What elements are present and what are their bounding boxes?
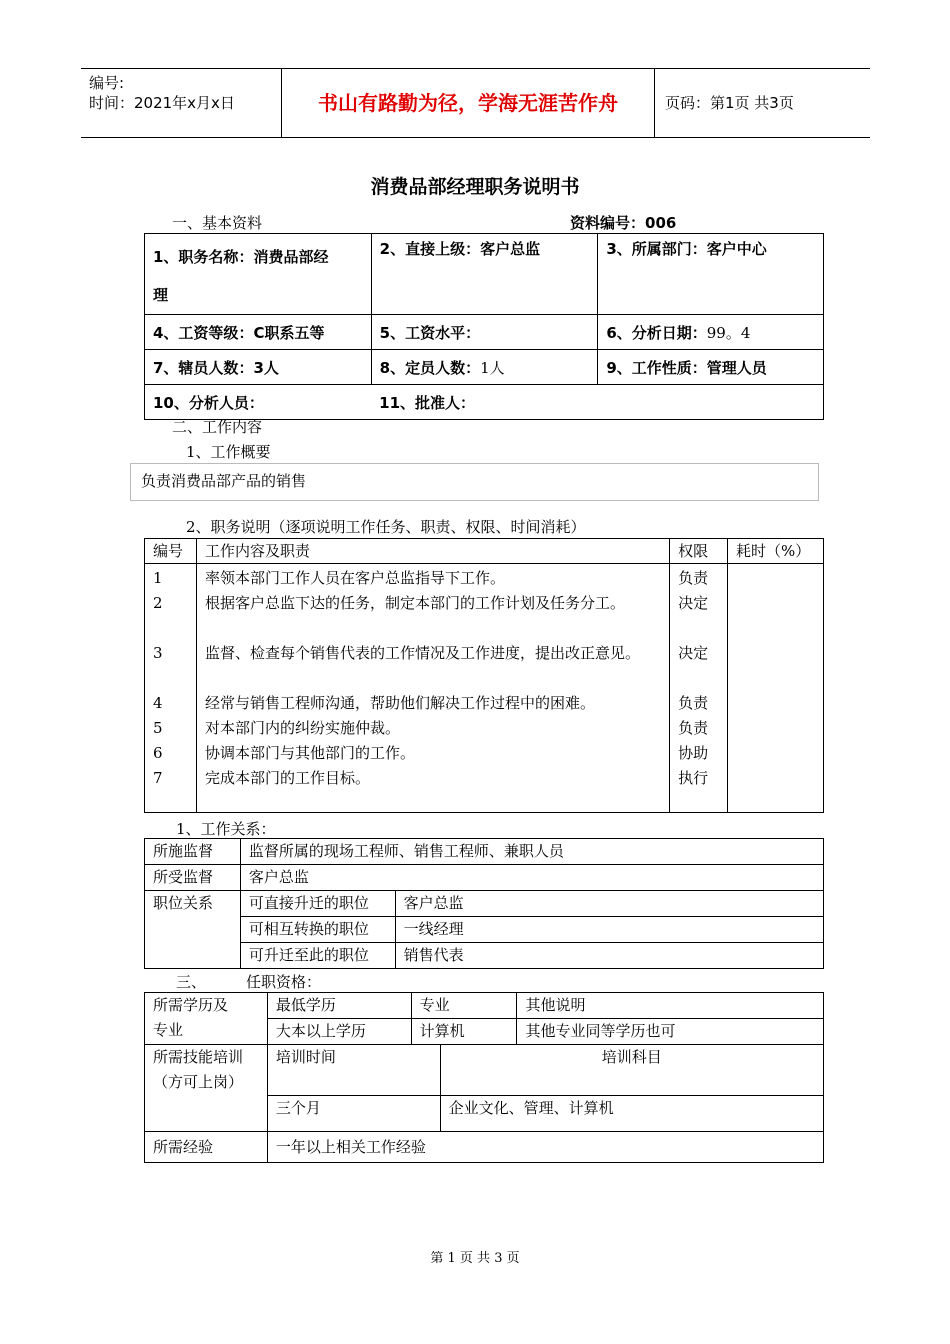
job-title-cell [145,234,372,315]
duty-authority: 决定 [678,644,709,662]
position-key: 可直接升迁的职位 [240,891,395,917]
summary-heading: 1、工作概要 [186,443,271,461]
duties-content-col [196,564,669,813]
table-row: 6 [153,744,163,762]
salary-level-cell: 5、工资水平： [371,315,598,350]
duties-no-col [145,564,197,813]
duties-heading: 2、职务说明（逐项说明工作任务、职责、权限、时间消耗） [186,518,586,536]
skill-label-line2: （方可上岗） [153,1073,244,1091]
qualifications-table [144,992,824,1163]
edu-header-major: 专业 [411,993,517,1019]
time-label: 时间：2021年x月x日 [89,94,235,112]
position-key: 可升迁至此的职位 [240,943,395,969]
exp-value: 一年以上相关工作经验 [267,1132,823,1163]
analyst-cell: 10、分析人员： [145,385,372,420]
document-title: 消费品部经理职务说明书 [370,176,580,198]
train-header-time: 培训时间 [267,1045,440,1096]
duty-authority: 负责 [678,694,709,712]
superior-cell: 2、直接上级：客户总监 [371,234,598,315]
page-header [81,68,870,138]
duty-authority: 决定 [678,594,709,612]
edu-value-major: 计算机 [411,1019,517,1045]
approver-cell: 11、批准人： [371,385,823,420]
train-value-subject: 企业文化、管理、计算机 [440,1096,823,1132]
duty-content: 率领本部门工作人员在客户总监指导下工作。 [204,569,505,587]
motto: 书山有路勤为径，学海无涯苦作舟 [281,69,655,137]
duty-content: 对本部门内的纠纷实施仲裁。 [204,719,400,737]
analysis-date-cell [598,315,824,350]
job-nature-cell: 9、工作性质：管理人员 [598,350,824,385]
subordinates-value: 3人 [253,358,279,377]
job-summary: 负责消费品部产品的销售 [130,463,819,501]
section3-heading-b: 任职资格： [246,973,322,991]
salary-grade-cell: 4、工资等级：C职系五等 [145,315,372,350]
supervise-label: 所施监督 [145,839,241,865]
supervised-value: 客户总监 [240,865,823,891]
table-row: 7 [153,769,163,787]
position-value: 一线经理 [395,917,823,943]
duty-content: 协调本部门与其他部门的工作。 [204,744,415,762]
supervise-value: 监督所属的现场工程师、销售工程师、兼职人员 [240,839,823,865]
headcount-value: 1人 [480,358,505,377]
header-meta [81,69,281,137]
edu-header-other: 其他说明 [517,993,824,1019]
headcount-cell [371,350,598,385]
duty-content: 根据客户总监下达的任务，制定本部门的工作计划及任务分工。 [204,594,625,612]
duty-authority: 负责 [678,569,709,587]
duties-header-time: 耗时（%） [728,539,824,564]
section3-heading-a: 三、 [176,973,207,991]
analysis-date-label: 6、分析日期： [606,323,707,342]
job-title-line2: 理 [153,286,169,304]
headcount-label: 8、定员人数： [379,358,481,377]
duty-authority: 负责 [678,719,709,737]
department-cell: 3、所属部门：客户中心 [598,234,824,315]
doc-number: 资料编号：006 [570,214,677,232]
skill-label-cell [145,1045,268,1132]
section2-heading: 二、工作内容 [172,418,263,436]
duties-header-content: 工作内容及职责 [196,539,669,564]
subordinates-label: 7、辖员人数： [153,358,254,377]
duties-header-no: 编号 [145,539,197,564]
job-title-line1: 1、职务名称：消费品部经 [153,248,329,266]
relations-table [144,838,824,969]
duty-content: 监督、检查每个销售代表的工作情况及工作进度，提出改正意见。 [204,644,640,662]
duties-auth-col [670,564,728,813]
analysis-date-value: 99。4 [706,323,751,342]
table-row: 2 [153,594,163,612]
subordinates-cell [145,350,372,385]
duty-authority: 执行 [678,769,709,787]
relations-heading: 1、工作关系： [176,820,276,838]
duty-content: 经常与销售工程师沟通，帮助他们解决工作过程中的困难。 [204,694,595,712]
table-row: 4 [153,694,163,712]
code-label: 编号: [89,74,125,92]
edu-label-cell [145,993,268,1045]
position-value: 客户总监 [395,891,823,917]
supervised-label: 所受监督 [145,865,241,891]
duties-table [144,538,824,813]
page-info: 页码：第1页 共3页 [665,94,794,112]
position-value: 销售代表 [395,943,823,969]
edu-label-line1: 所需学历及 [153,996,229,1014]
edu-label-line2: 专业 [153,1021,184,1039]
edu-header-min: 最低学历 [267,993,411,1019]
train-header-subject: 培训科目 [440,1045,823,1096]
duty-authority: 协助 [678,744,709,762]
edu-value-min: 大本以上学历 [267,1019,411,1045]
table-row: 5 [153,719,163,737]
table-row: 3 [153,644,163,662]
duties-time-col [728,564,824,813]
edu-value-other: 其他专业同等学历也可 [517,1019,824,1045]
table-row: 1 [153,569,163,587]
skill-label-line1: 所需技能培训 [153,1048,244,1066]
position-label: 职位关系 [145,891,241,969]
page-footer: 第 1 页 共 3 页 [430,1251,520,1266]
section1-heading: 一、基本资料 [172,214,263,232]
exp-label: 所需经验 [145,1132,268,1163]
duty-content: 完成本部门的工作目标。 [204,769,370,787]
train-value-time: 三个月 [267,1096,440,1132]
position-key: 可相互转换的职位 [240,917,395,943]
basic-info-table [144,233,824,420]
duties-header-auth: 权限 [670,539,728,564]
